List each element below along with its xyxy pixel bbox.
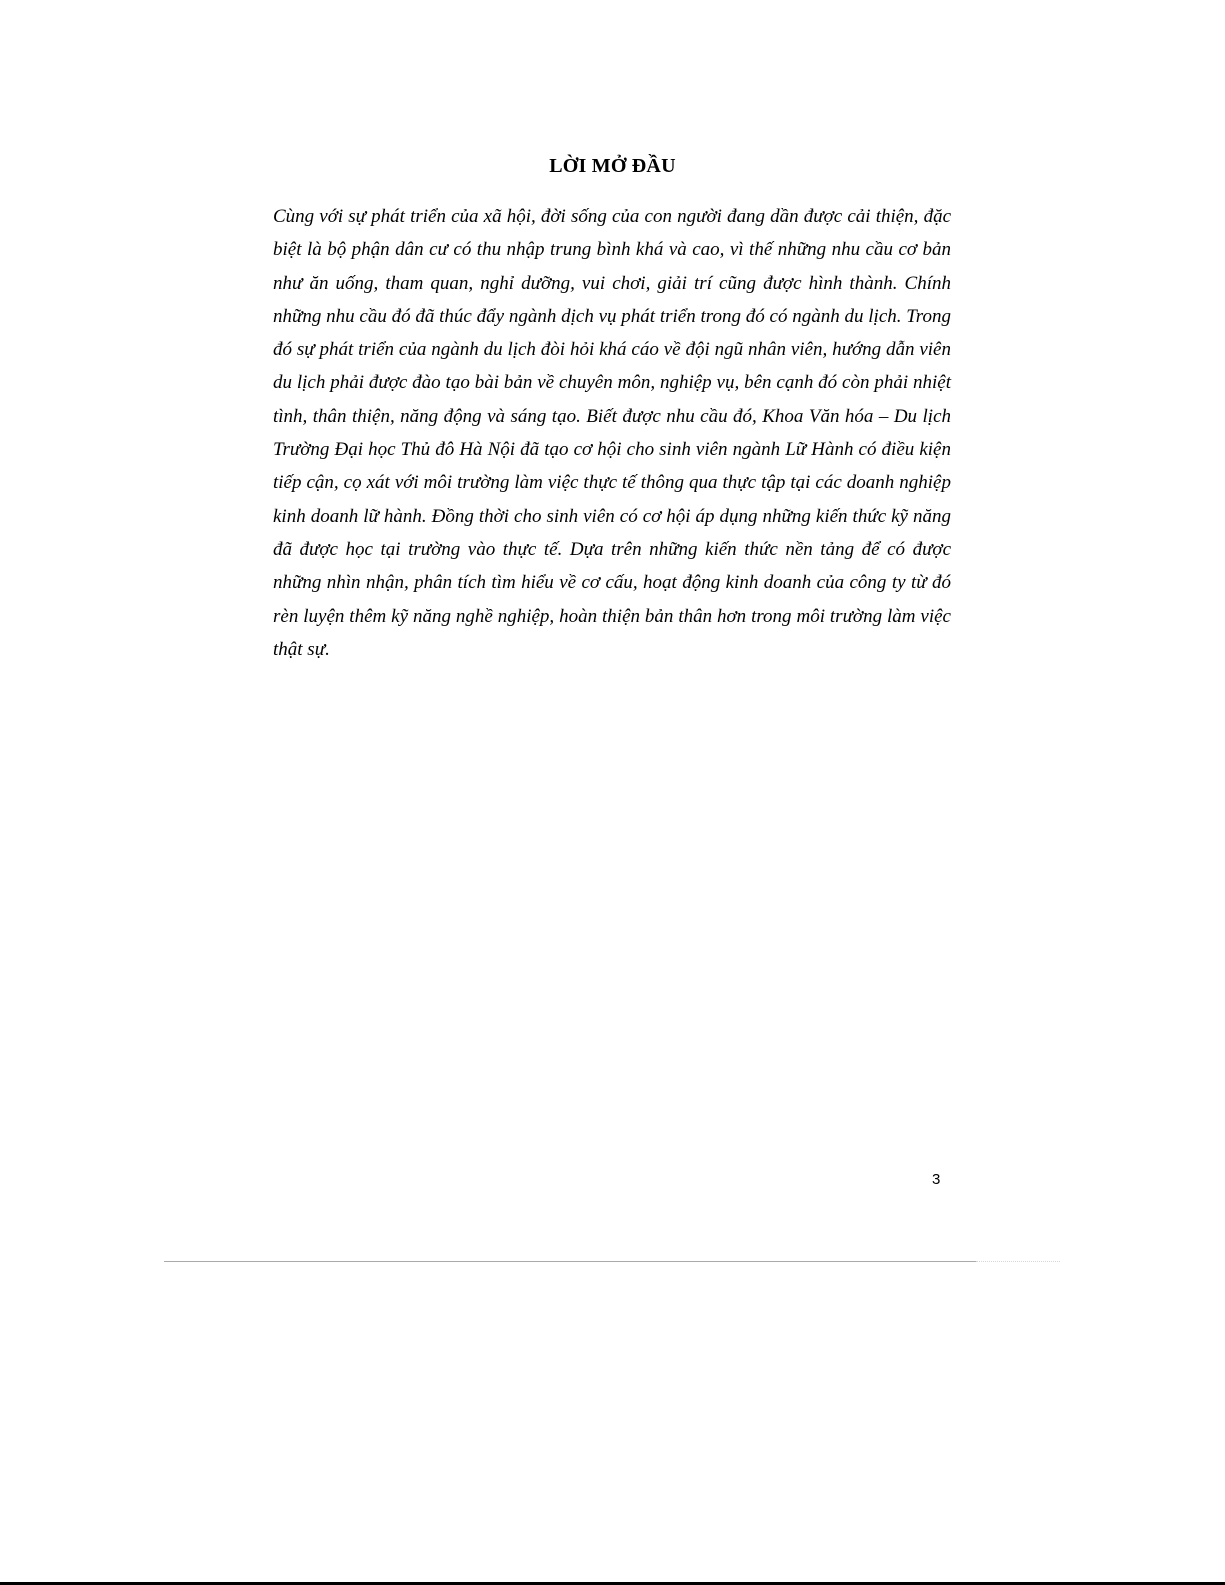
page-number: 3	[932, 1171, 941, 1188]
page-break-divider	[164, 1261, 976, 1262]
page-title: LỜI MỞ ĐẦU	[549, 155, 676, 177]
intro-paragraph: Cùng với sự phát triển của xã hội, đời sống của con người đang dần được cải thiện, đặc biệt là bộ phận dân cư có thu nhập trung bình khá và cao, vì thế những nhu cầu cơ bản như ăn uống, tham quan, nghỉ dưỡng, vui chơi, giải trí cũng được hình thành. Chính những nhu cầu đó đã thúc đẩy ngành dịch vụ phát triển trong đó có ngành du lịch. Trong đó sự phát triển của ngành du lịch đòi hỏi khá cáo về đội ngũ nhân viên, hướng dẫn viên du lịch phải được đào tạo bài bản về chuyên môn, nghiệp vụ, bên cạnh đó còn phải nhiệt tình, thân thiện, năng động và sáng tạo. Biết được nhu cầu đó, Khoa Văn hóa – Du lịch Trường Đại học Thủ đô Hà Nội đã tạo cơ hội cho sinh viên ngành Lữ Hành có điều kiện tiếp cận, cọ xát với môi trường làm việc thực tế thông qua thực tập tại các doanh nghiệp kinh doanh lữ hành. Đồng thời cho sinh viên có cơ hội áp dụng những kiến thức kỹ năng đã được học tại trường vào thực tế. Dựa trên những kiến thức nền tảng để có được những nhìn nhận, phân tích tìm hiểu về cơ cấu, hoạt động kinh doanh của công ty từ đó rèn luyện thêm kỹ năng nghề nghiệp, hoàn thiện bản thân hơn trong môi trường làm việc thật sự.	[273, 206, 951, 660]
page-break-divider-tail	[976, 1261, 1060, 1262]
